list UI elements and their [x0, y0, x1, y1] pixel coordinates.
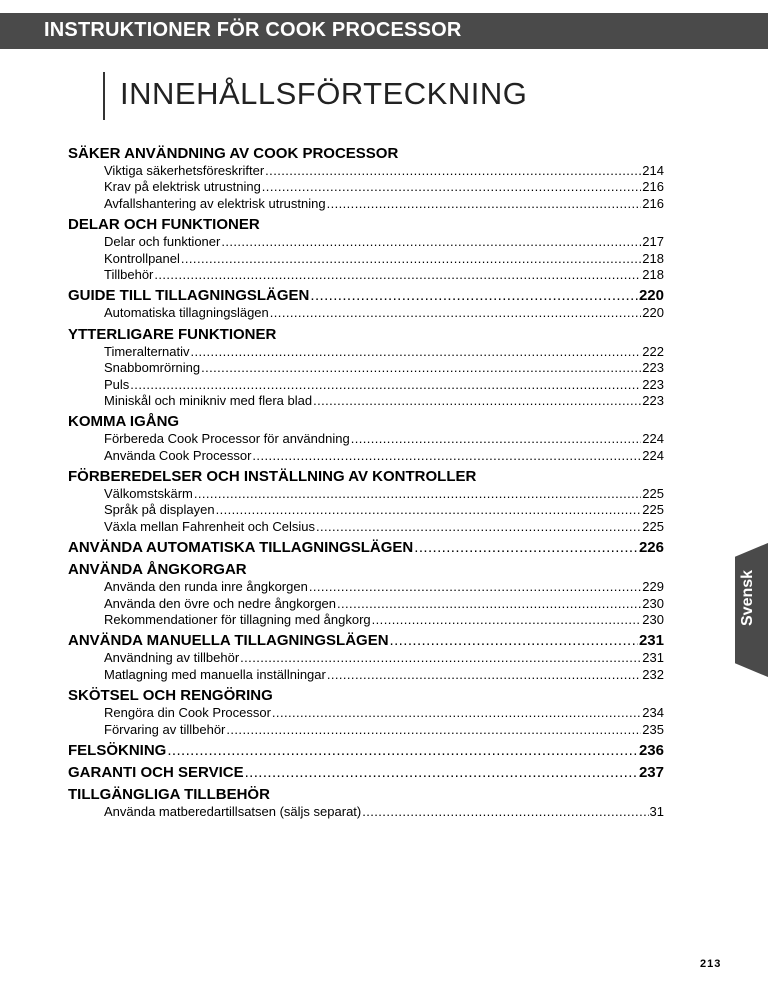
toc-entry-page: 214 [642, 163, 664, 178]
toc-entry[interactable] [104, 344, 664, 360]
dot-leader [316, 519, 641, 535]
toc-section-heading[interactable] [68, 560, 664, 579]
toc-section-heading[interactable] [68, 412, 664, 431]
table-of-contents [68, 141, 664, 820]
dot-leader [265, 163, 641, 179]
toc-section-page: 231 [638, 632, 664, 650]
toc-entry-page: 234 [642, 705, 664, 721]
toc-section-heading[interactable] [68, 686, 664, 705]
toc-entry[interactable] [104, 705, 664, 721]
toc-entry-page: 217 [642, 234, 664, 250]
toc-section [68, 538, 664, 557]
toc-entry-label: Timeralternativ [104, 343, 190, 359]
header-title: INSTRUKTIONER FÖR COOK PROCESSOR [44, 19, 462, 41]
toc-section-title: ANVÄNDA MANUELLA TILLAGNINGSLÄGEN [68, 632, 389, 650]
toc-entry-label: Kontrollpanel [104, 250, 180, 266]
dot-leader [216, 502, 642, 518]
page-number: 213 [700, 958, 722, 970]
dot-leader [327, 196, 642, 212]
toc-section-title: DELAR OCH FUNKTIONER [68, 216, 260, 234]
toc-entry[interactable] [104, 579, 664, 595]
toc-entry[interactable] [104, 722, 664, 738]
toc-entry[interactable] [104, 377, 664, 393]
toc-entry-label: Miniskål och minikniv med flera blad [104, 392, 313, 408]
dot-leader [310, 286, 638, 305]
toc-section [68, 686, 664, 738]
toc-entry[interactable] [104, 804, 664, 820]
dot-leader [337, 596, 641, 612]
toc-entry[interactable] [104, 251, 664, 267]
dot-leader [245, 763, 638, 782]
toc-entry-page: 218 [642, 250, 664, 266]
toc-entry-page: 230 [642, 595, 664, 611]
toc-entry-label: Automatiska tillagningslägen [104, 305, 269, 321]
toc-entry[interactable] [104, 612, 664, 628]
toc-entry-page: 223 [642, 392, 664, 408]
dot-leader [190, 344, 641, 360]
toc-section [68, 286, 664, 321]
dot-leader [221, 234, 641, 250]
toc-entry[interactable] [104, 519, 664, 535]
toc-entry[interactable] [104, 234, 664, 250]
dot-leader [194, 486, 641, 502]
toc-section-heading[interactable] [68, 631, 664, 650]
page-title: INNEHÅLLSFÖRTECKNING [120, 76, 528, 111]
dot-leader [252, 448, 641, 464]
toc-entry-label: Använda den övre och nedre ångkorgen [104, 595, 337, 611]
toc-entry[interactable] [104, 360, 664, 376]
toc-entry[interactable] [104, 305, 664, 321]
toc-entry-label: Använda Cook Processor [104, 447, 252, 463]
toc-entry[interactable] [104, 163, 664, 179]
dot-leader [272, 705, 641, 721]
toc-entry-label: Rengöra din Cook Processor [104, 705, 271, 721]
toc-entry-page: 232 [642, 666, 664, 682]
toc-section [68, 631, 664, 683]
toc-entry-page: 224 [642, 447, 664, 463]
toc-section-heading[interactable] [68, 741, 664, 760]
toc-entry-page: 216 [642, 179, 664, 195]
toc-entry-label: Krav på elektrisk utrustning [104, 179, 261, 195]
toc-entry-page: 230 [642, 612, 664, 628]
toc-section-heading[interactable] [68, 286, 664, 305]
toc-entry[interactable] [104, 393, 664, 409]
toc-section-heading[interactable] [68, 325, 664, 344]
toc-section [68, 560, 664, 628]
toc-entry-label: Puls [104, 376, 130, 392]
toc-section-title: GARANTI OCH SERVICE [68, 763, 244, 781]
toc-entry-page: 224 [642, 431, 664, 447]
toc-section [68, 412, 664, 464]
toc-entry-label: Matlagning med manuella inställningar [104, 666, 326, 682]
toc-entry-page: 225 [642, 486, 664, 502]
toc-entry[interactable] [104, 448, 664, 464]
dot-leader [181, 251, 641, 267]
toc-section-title: TILLGÄNGLIGA TILLBEHÖR [68, 785, 270, 803]
toc-entry-label: Språk på displayen [104, 502, 215, 518]
title-divider [103, 72, 105, 120]
toc-section-heading[interactable] [68, 785, 664, 804]
toc-section-title: GUIDE TILL TILLAGNINGSLÄGEN [68, 287, 310, 305]
dot-leader [226, 722, 641, 738]
dot-leader [414, 538, 638, 557]
dot-leader [270, 305, 642, 321]
toc-entry-page: 225 [642, 518, 664, 534]
toc-section-heading[interactable] [68, 538, 664, 557]
toc-entry[interactable] [104, 267, 664, 283]
toc-section-page: 220 [638, 287, 664, 305]
toc-section-title: SÄKER ANVÄNDNING AV COOK PROCESSOR [68, 145, 399, 162]
toc-entry-page: 216 [642, 195, 664, 211]
toc-entry-page: 225 [642, 502, 664, 518]
dot-leader [130, 377, 641, 393]
toc-entry-page: 218 [642, 266, 664, 282]
dot-leader [262, 179, 642, 195]
language-side-tab-label: Svensk [739, 569, 756, 626]
toc-entry-page: 31 [649, 803, 664, 819]
toc-section-title: FÖRBEREDELSER OCH INSTÄLLNING AV KONTROLLER [68, 468, 477, 486]
toc-section [68, 467, 664, 535]
toc-entry[interactable] [104, 596, 664, 612]
toc-section [68, 785, 664, 820]
toc-entry[interactable] [104, 650, 664, 666]
toc-entry[interactable] [104, 196, 664, 212]
toc-entry[interactable] [104, 486, 664, 502]
toc-section-title: YTTERLIGARE FUNKTIONER [68, 325, 277, 343]
toc-section-title: ANVÄNDA ÅNGKORGAR [68, 561, 247, 579]
toc-entry[interactable] [104, 667, 664, 683]
toc-section-heading[interactable] [68, 763, 664, 782]
dot-leader [240, 650, 641, 666]
toc-entry-label: Förvaring av tillbehör [104, 721, 226, 737]
toc-section-title: ANVÄNDA AUTOMATISKA TILLAGNINGSLÄGEN [68, 539, 414, 557]
dot-leader [351, 431, 642, 447]
toc-section [68, 741, 664, 760]
toc-entry-label: Snabbomrörning [104, 360, 201, 376]
toc-section-heading[interactable] [68, 144, 664, 163]
toc-entry-page: 222 [642, 343, 664, 359]
toc-entry-page: 229 [642, 579, 664, 595]
toc-entry-label: Viktiga säkerhetsföreskrifter [104, 163, 265, 178]
toc-entry-label: Välkomstskärm [104, 486, 193, 502]
toc-entry-page: 223 [642, 376, 664, 392]
dot-leader [362, 804, 648, 820]
toc-section-title: FELSÖKNING [68, 741, 167, 759]
toc-entry-label: Använda den runda inre ångkorgen [104, 579, 308, 595]
toc-section [68, 763, 664, 782]
toc-section-page: 236 [638, 741, 664, 759]
toc-entry-page: 220 [642, 305, 664, 321]
toc-section-heading[interactable] [68, 467, 664, 486]
toc-section-heading[interactable] [68, 215, 664, 234]
toc-entry-label: Användning av tillbehör [104, 650, 240, 666]
dot-leader [167, 741, 638, 760]
toc-section-title: SKÖTSEL OCH RENGÖRING [68, 687, 273, 705]
toc-section [68, 215, 664, 283]
toc-entry-label: Förbereda Cook Processor för användning [104, 431, 350, 447]
dot-leader [372, 612, 642, 628]
dot-leader [327, 667, 641, 683]
toc-entry[interactable] [104, 431, 664, 447]
toc-section [68, 325, 664, 410]
dot-leader [313, 393, 641, 409]
toc-section [68, 144, 664, 212]
dot-leader [154, 267, 641, 283]
toc-section-title: KOMMA IGÅNG [68, 413, 180, 431]
toc-entry-page: 235 [642, 721, 664, 737]
toc-entry[interactable] [104, 502, 664, 518]
toc-section-page: 237 [638, 763, 664, 781]
toc-entry-label: Tillbehör [104, 266, 154, 282]
toc-section-page: 226 [638, 539, 664, 557]
toc-entry-page: 231 [642, 650, 664, 666]
toc-entry-label: Delar och funktioner [104, 234, 221, 250]
toc-entry-label: Använda matberedartillsatsen (säljs separat) [104, 803, 362, 819]
toc-entry-label: Växla mellan Fahrenheit och Celsius [104, 518, 315, 534]
dot-leader [309, 579, 641, 595]
dot-leader [390, 631, 638, 650]
toc-entry-page: 223 [642, 360, 664, 376]
toc-entry-label: Avfallshantering av elektrisk utrustning [104, 195, 326, 211]
toc-entry-label: Rekommendationer för tillagning med ångkorg [104, 612, 371, 628]
dot-leader [201, 360, 641, 376]
toc-entry[interactable] [104, 179, 664, 195]
